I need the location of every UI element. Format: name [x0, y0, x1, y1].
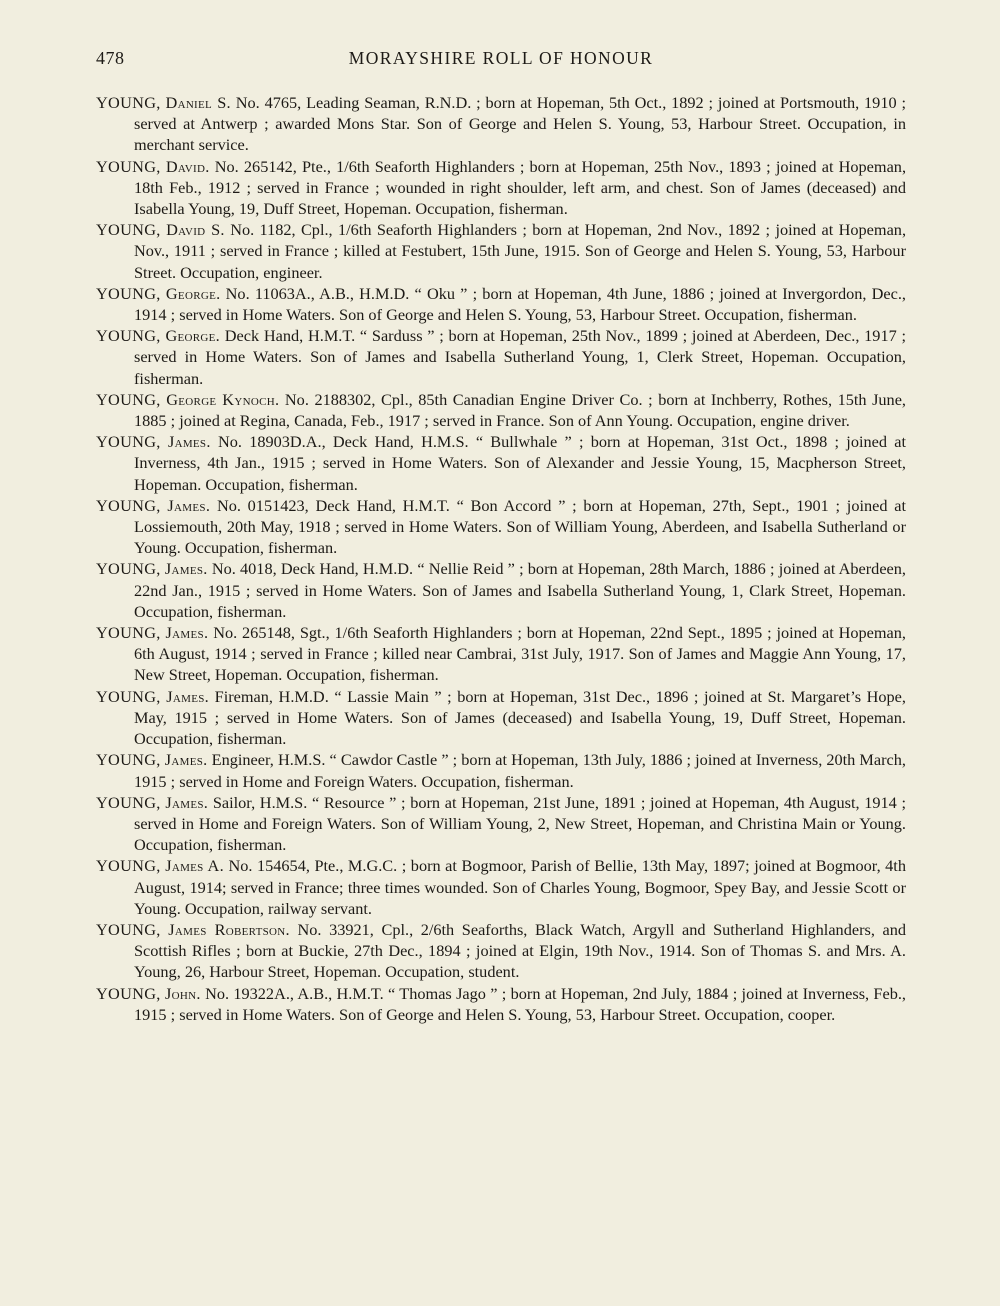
entry-surname: YOUNG, [96, 750, 161, 770]
entry-surname: YOUNG, [96, 156, 161, 176]
entry-surname: YOUNG, [96, 220, 161, 240]
entry-surname: YOUNG, [96, 559, 161, 579]
roll-entry [96, 219, 906, 283]
entry-details: Deck Hand, H.M.T. “ Sarduss ” ; born at Hopeman, 25th Nov., 1899 ; joined at Aberdeen, Dec., 1917 ; served in Home Waters. Son of James and Isabella Sutherland Young, 1, Clerk Street, Hopeman. Occupation, fisherman. [134, 326, 907, 388]
entry-details: No. 1182, Cpl., 1/6th Seaforth Highlanders ; born at Hopeman, 2nd Nov., 1892 ; joined at Hopeman, Nov., 1911 ; served in France ; killed at Festubert, 15th June, 1915. Son of George and Helen S. Young, 53, Harbour Street. Occupation, engineer. [134, 220, 907, 282]
roll-entry [96, 325, 906, 389]
entry-given-name: James. [164, 559, 208, 579]
entry-given-name: George. [165, 283, 221, 303]
entry-details: No. 265148, Sgt., 1/6th Seaforth Highlanders ; born at Hopeman, 22nd Sept., 1895 ; joined at Hopeman, 6th August, 1914 ; served in France ; killed near Cambrai, 31st July, 1917. Son of James and Maggie Ann Young, 17, New Street, Hopeman. Occupation, fisherman. [134, 623, 906, 685]
roll-entry [96, 792, 906, 856]
roll-entry [96, 919, 906, 983]
entry-given-name: James Robertson. [168, 919, 290, 939]
roll-entry [96, 749, 906, 791]
entry-surname: YOUNG, [96, 432, 161, 452]
roll-entry [96, 558, 906, 622]
entry-given-name: George Kynoch. [166, 389, 280, 409]
running-title: MORAYSHIRE ROLL OF HONOUR [348, 48, 654, 68]
entry-given-name: George. [165, 326, 221, 346]
entry-surname: YOUNG, [96, 389, 161, 409]
entry-details: No. 18903D.A., Deck Hand, H.M.S. “ Bullwhale ” ; born at Hopeman, 31st Oct., 1898 ; joined at Inverness, 4th Jan., 1915 ; served in Home Waters. Son of Alexander and Jessie Young, 15, Macpherson Street, Hopeman. Occupation, fisherman. [134, 432, 907, 494]
entry-surname: YOUNG, [96, 919, 161, 939]
entry-given-name: Daniel S. [165, 93, 231, 112]
entry-surname: YOUNG, [96, 623, 161, 643]
entry-details: Sailor, H.M.S. “ Resource ” ; born at Hopeman, 21st June, 1891 ; joined at Hopeman, 4th August, 1914 ; served in Home and Foreign Waters. Son of William Young, 2, New Street, Hopeman, and Christina Main or Young. Occupation, fisherman. [134, 792, 907, 855]
entry-details: No. 33921, Cpl., 2/6th Seaforths, Black Watch, Argyll and Sutherland Highlanders, and Scottish Rifles ; born at Buckie, 27th Dec., 1894 ; joined at Elgin, 19th Nov., 1914. Son of Thomas S. and Mrs. A. Young, 26, Harbour Street, Hopeman. Occupation, student. [134, 919, 906, 982]
entry-given-name: James. [165, 792, 209, 812]
entry-details: Fireman, H.M.D. “ Lassie Main ” ; born at Hopeman, 31st Dec., 1896 ; joined at St. Margaret’s Hope, May, 1915 ; served in Home Waters. Son of James (deceased) and Isabella Young, 19, Duff Street, Hopeman. Occupation, fisherman. [134, 686, 906, 749]
roll-entry [96, 855, 906, 919]
roll-entry [96, 156, 906, 220]
roll-entry [96, 686, 906, 750]
roll-entry [96, 389, 906, 431]
entry-details: No. 4765, Leading Seaman, R.N.D. ; born at Hopeman, 5th Oct., 1892 ; joined at Portsmouth, 1910 ; served at Antwerp ; awarded Mons Star. Son of George and Helen S. Young, 53, Harbour Street. Occupation, in merchant service. [134, 93, 906, 155]
entry-surname: YOUNG, [96, 686, 161, 706]
entry-given-name: James. [167, 495, 211, 515]
page-number: 478 [96, 48, 125, 68]
entry-details: No. 4018, Deck Hand, H.M.D. “ Nellie Reid ” ; born at Hopeman, 28th March, 1886 ; joined at Aberdeen, 22nd Jan., 1915 ; served in Home Waters. Son of James and Isabella Sutherland Young, 1, Clark Street, Hopeman. Occupation, fisherman. [134, 559, 906, 621]
roll-entry [96, 622, 906, 686]
entry-details: No. 0151423, Deck Hand, H.M.T. “ Bon Accord ” ; born at Hopeman, 27th, Sept., 1901 ; joined at Lossiemouth, 20th May, 1918 ; served in Home Waters. Son of William Young, Aberdeen, and Isabella Sutherland or Young. Occupation, fisherman. [134, 495, 906, 558]
entry-given-name: John. [165, 983, 201, 1003]
roll-entry [96, 983, 906, 1025]
entry-given-name: David S. [166, 220, 225, 240]
entry-details: No. 265142, Pte., 1/6th Seaforth Highlanders ; born at Hopeman, 25th Nov., 1893 ; joined at Hopeman, 18th Feb., 1912 ; served in France ; wounded in right shoulder, left arm, and chest. Son of James (deceased) and Isabella Young, 19, Duff Street, Hopeman. Occupation, fisherman. [134, 156, 907, 219]
entry-given-name: James. [164, 750, 208, 770]
page-header [96, 46, 906, 72]
entry-details: No. 19322A., A.B., H.M.T. “ Thomas Jago ” ; born at Hopeman, 2nd July, 1884 ; joined at Inverness, Feb., 1915 ; served in Home Waters. Son of George and Helen S. Young, 53, Harbour Street. Occupation, cooper. [134, 983, 906, 1024]
entry-given-name: James. [166, 686, 210, 706]
entry-given-name: James. [167, 432, 211, 452]
roll-entry [96, 92, 906, 156]
roll-entry [96, 495, 906, 559]
entry-given-name: David. [165, 156, 210, 176]
entry-surname: YOUNG, [96, 792, 161, 812]
roll-entry [96, 283, 906, 325]
entry-surname: YOUNG, [96, 856, 161, 876]
entry-surname: YOUNG, [96, 983, 161, 1003]
entry-surname: YOUNG, [96, 495, 161, 515]
entry-details: No. 11063A., A.B., H.M.D. “ Oku ” ; born at Hopeman, 4th June, 1886 ; joined at Invergordon, Dec., 1914 ; served in Home Waters. Son of George and Helen S. Young, 53, Harbour Street. Occupation, fisherman. [134, 283, 907, 325]
entry-given-name: James. [165, 623, 209, 643]
entry-surname: YOUNG, [96, 283, 161, 303]
entry-details: No. 154654, Pte., M.G.C. ; born at Bogmoor, Parish of Bellie, 13th May, 1897; joined at Bogmoor, 4th August, 1914; served in France; three times wounded. Son of Charles Young, Bogmoor, Spey Bay, and Jessie Scott or Young. Occupation, railway servant. [134, 856, 906, 918]
entry-given-name: James A. [165, 856, 224, 876]
entry-details: No. 2188302, Cpl., 85th Canadian Engine Driver Co. ; born at Inchberry, Rothes, 15th June, 1885 ; joined at Regina, Canada, Feb., 1917 ; served in France. Son of Ann Young. Occupation, engine driver. [134, 389, 906, 431]
entry-surname: YOUNG, [96, 93, 161, 112]
roll-entry [96, 431, 906, 495]
entry-details: Engineer, H.M.S. “ Cawdor Castle ” ; born at Hopeman, 13th July, 1886 ; joined at Inverness, 20th March, 1915 ; served in Home and Foreign Waters. Occupation, fisherman. [134, 750, 906, 791]
roll-entries [96, 92, 906, 1025]
entry-surname: YOUNG, [96, 326, 161, 346]
